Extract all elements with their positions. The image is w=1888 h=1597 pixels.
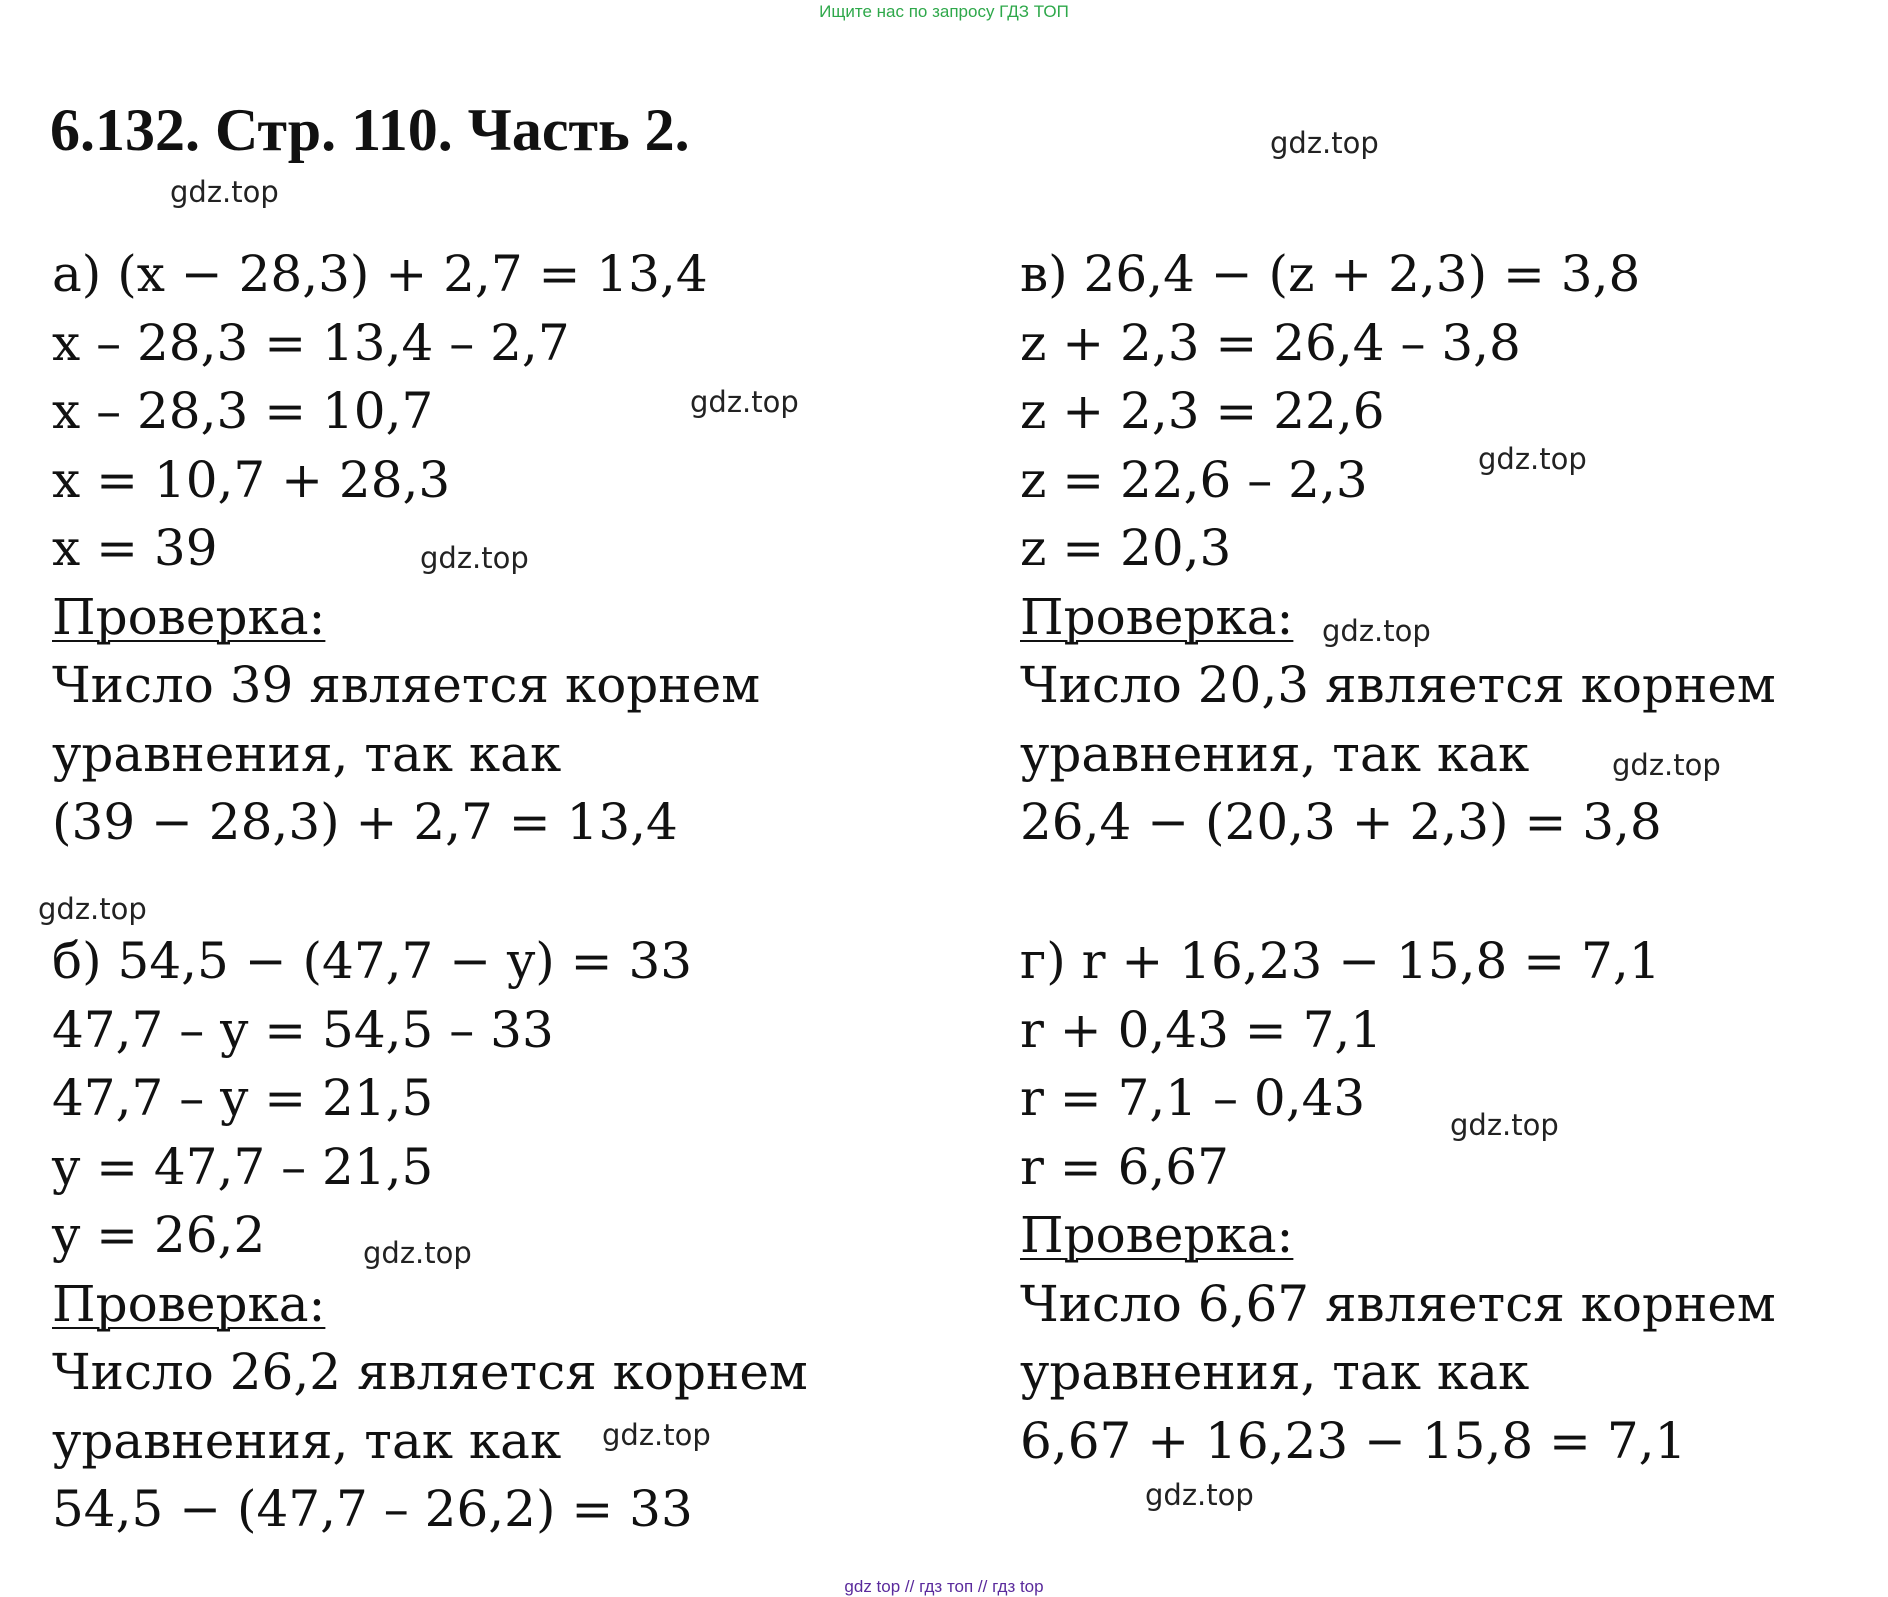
- watermark: gdz.top: [420, 541, 529, 575]
- equation-line: z + 2,3 = 22,6: [1020, 382, 1385, 440]
- check-line: 6,67 + 16,23 − 15,8 = 7,1: [1020, 1411, 1687, 1470]
- equation-line: r = 7,1 – 0,43: [1020, 1069, 1366, 1127]
- watermark: gdz.top: [38, 892, 147, 926]
- check-line: Число 26,2 является корнем: [52, 1343, 808, 1401]
- equation-line: г) r + 16,23 − 15,8 = 7,1: [1020, 932, 1661, 990]
- check-line: уравнения, так как: [52, 724, 562, 783]
- equation-line: r = 6,67: [1020, 1137, 1229, 1196]
- check-line: 26,4 − (20,3 + 2,3) = 3,8: [1020, 793, 1662, 851]
- check-line: Число 20,3 является корнем: [1020, 656, 1776, 714]
- equation-line: x – 28,3 = 13,4 – 2,7: [52, 313, 570, 372]
- check-line: Число 6,67 является корнем: [1020, 1274, 1776, 1333]
- equation-line: 47,7 – y = 21,5: [52, 1069, 434, 1127]
- equation-line: z = 22,6 – 2,3: [1020, 450, 1368, 509]
- check-title: Проверка:: [52, 587, 326, 646]
- equation-line: в) 26,4 − (z + 2,3) = 3,8: [1020, 245, 1641, 303]
- watermark: gdz.top: [602, 1418, 711, 1452]
- equation-line: z + 2,3 = 26,4 – 3,8: [1020, 313, 1521, 372]
- equation-line: 47,7 – y = 54,5 – 33: [52, 1000, 554, 1059]
- equation-line: x = 39: [52, 519, 218, 577]
- watermark: gdz.top: [1450, 1108, 1559, 1142]
- watermark: gdz.top: [1145, 1478, 1254, 1512]
- check-title: Проверка:: [52, 1274, 326, 1333]
- check-line: уравнения, так как: [1020, 724, 1530, 783]
- equation-line: x = 10,7 + 28,3: [52, 450, 451, 509]
- equation-line: б) 54,5 − (47,7 − y) = 33: [52, 932, 693, 990]
- watermark: gdz.top: [363, 1236, 472, 1270]
- check-title: Проверка:: [1020, 587, 1294, 646]
- page-title: 6.132. Стр. 110. Часть 2.: [50, 97, 690, 163]
- equation-line: а) (x − 28,3) + 2,7 = 13,4: [52, 245, 708, 303]
- check-line: Число 39 является корнем: [52, 656, 761, 714]
- check-line: уравнения, так как: [52, 1411, 562, 1470]
- watermark: gdz.top: [1270, 126, 1379, 160]
- problem-a: [52, 240, 760, 857]
- equation-line: z = 20,3: [1020, 519, 1232, 577]
- footer-links[interactable]: gdz top // гдз топ // гдз top: [844, 1577, 1044, 1596]
- watermark: gdz.top: [1322, 614, 1431, 648]
- watermark: gdz.top: [690, 385, 799, 419]
- check-line: уравнения, так как: [1020, 1343, 1530, 1401]
- check-line: (39 − 28,3) + 2,7 = 13,4: [52, 793, 678, 851]
- equation-line: x – 28,3 = 10,7: [52, 382, 434, 440]
- watermark: gdz.top: [1612, 748, 1721, 782]
- equation-line: y = 26,2: [52, 1206, 266, 1264]
- problem-g: [1020, 927, 1776, 1475]
- equation-line: y = 47,7 – 21,5: [52, 1137, 434, 1196]
- top-banner: Ищите нас по запросу ГДЗ ТОП: [819, 2, 1069, 21]
- watermark: gdz.top: [170, 175, 279, 209]
- watermark: gdz.top: [1478, 442, 1587, 476]
- check-line: 54,5 − (47,7 – 26,2) = 33: [52, 1480, 693, 1538]
- check-title: Проверка:: [1020, 1206, 1294, 1264]
- equation-line: r + 0,43 = 7,1: [1020, 1000, 1383, 1059]
